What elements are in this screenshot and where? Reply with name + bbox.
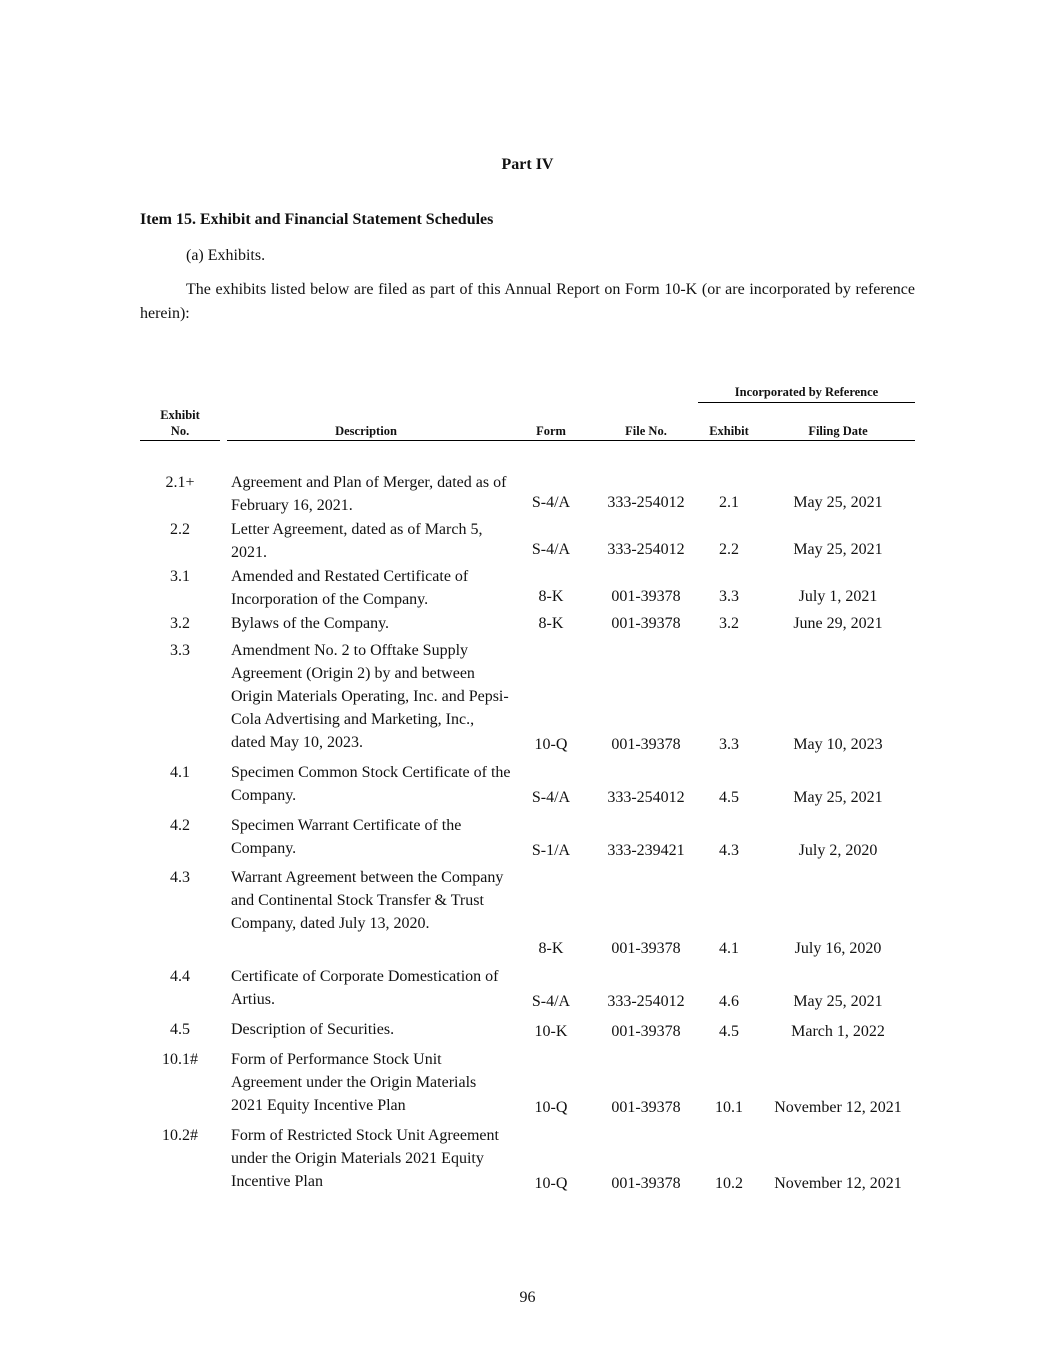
exhibit-filing-date: May 25, 2021 xyxy=(793,494,883,511)
exhibit-form: 10-Q xyxy=(534,1175,568,1192)
exhibit-ref: 2.1 xyxy=(719,494,739,511)
exhibit-number: 3.1 xyxy=(170,568,190,585)
exhibit-number: 10.1# xyxy=(162,1051,198,1068)
exhibit-description: Amendment No. 2 to Offtake Supply Agreement (Origin 2) by and between Origin Materials Operating, Inc. and Pepsi-Cola Advertising and Marketing, Inc., dated May 10, 2023. xyxy=(231,642,509,751)
exhibit-form: 10-Q xyxy=(534,1099,568,1116)
exhibit-ref: 3.2 xyxy=(719,615,739,632)
exhibit-form: S-4/A xyxy=(531,541,571,558)
exhibit-description: Bylaws of the Company. xyxy=(231,615,390,632)
exhibit-filing-date: May 25, 2021 xyxy=(793,993,883,1010)
exhibit-file-no: 001-39378 xyxy=(611,1023,681,1040)
exhibit-description: Description of Securities. xyxy=(231,1021,395,1038)
exhibit-file-no: 001-39378 xyxy=(611,588,681,605)
group-header-rule xyxy=(698,402,915,403)
exhibit-filing-date: November 12, 2021 xyxy=(774,1099,902,1116)
exhibit-ref: 3.3 xyxy=(719,736,739,753)
header-form: Form xyxy=(536,424,566,438)
exhibit-file-no: 333-254012 xyxy=(607,993,685,1010)
exhibit-file-no: 333-254012 xyxy=(607,541,685,558)
exhibit-filing-date: May 25, 2021 xyxy=(793,541,883,558)
item-title: Item 15. Exhibit and Financial Statement Schedules xyxy=(140,211,494,228)
exhibit-form: S-4/A xyxy=(531,494,571,511)
exhibit-description: Specimen Common Stock Certificate of the Company. xyxy=(231,764,511,804)
exhibit-number: 10.2# xyxy=(162,1127,198,1144)
exhibit-filing-date: July 16, 2020 xyxy=(794,940,882,957)
part-title: Part IV xyxy=(501,156,554,173)
page-number: 96 xyxy=(519,1289,536,1306)
exhibit-ref: 4.5 xyxy=(719,1023,739,1040)
header-exhibit-no-line2: No. xyxy=(170,424,190,438)
exhibit-ref: 10.2 xyxy=(715,1175,743,1192)
exhibit-filing-date: May 25, 2021 xyxy=(793,789,883,806)
exhibit-number: 4.5 xyxy=(170,1021,190,1038)
intro-paragraph: The exhibits listed below are filed as part of this Annual Report on Form 10-K (or are incorporated by reference herein): xyxy=(140,281,915,322)
exhibit-form: S-4/A xyxy=(531,993,571,1010)
exhibit-ref: 4.5 xyxy=(719,789,739,806)
header-filing-date: Filing Date xyxy=(808,424,868,438)
exhibit-filing-date: July 1, 2021 xyxy=(798,588,878,605)
exhibit-file-no: 333-254012 xyxy=(607,494,685,511)
exhibit-description: Certificate of Corporate Domestication of Artius. xyxy=(231,968,499,1008)
exhibits-label: (a) Exhibits. xyxy=(186,247,266,264)
exhibit-filing-date: November 12, 2021 xyxy=(774,1175,902,1192)
header-file-no: File No. xyxy=(625,424,667,438)
exhibit-number: 2.1+ xyxy=(165,474,195,491)
exhibit-description: Warrant Agreement between the Company and Continental Stock Transfer & Trust Company, dated July 13, 2020. xyxy=(231,869,504,932)
exhibit-ref: 4.1 xyxy=(719,940,739,957)
exhibit-form: 8-K xyxy=(538,940,564,957)
exhibit-number: 3.3 xyxy=(170,642,190,659)
exhibit-file-no: 001-39378 xyxy=(611,940,681,957)
header-exhibit: Exhibit xyxy=(709,424,749,438)
exhibit-ref: 2.2 xyxy=(719,541,739,558)
exhibit-filing-date: May 10, 2023 xyxy=(793,736,883,753)
exhibit-number: 4.1 xyxy=(170,764,190,781)
exhibit-file-no: 001-39378 xyxy=(611,1099,681,1116)
exhibit-description: Form of Performance Stock Unit Agreement under the Origin Materials 2021 Equity Incentive Plan xyxy=(231,1051,477,1114)
exhibit-form: 8-K xyxy=(538,588,564,605)
exhibit-ref: 4.3 xyxy=(719,842,739,859)
header-description: Description xyxy=(335,424,397,438)
exhibit-description: Form of Restricted Stock Unit Agreement under the Origin Materials 2021 Equity Incentive Plan xyxy=(231,1127,499,1190)
exhibit-description: Letter Agreement, dated as of March 5, 2021. xyxy=(231,521,483,561)
exhibit-number: 4.2 xyxy=(170,817,190,834)
exhibit-description: Specimen Warrant Certificate of the Company. xyxy=(231,817,462,857)
exhibit-file-no: 001-39378 xyxy=(611,1175,681,1192)
exhibit-file-no: 333-239421 xyxy=(607,842,685,859)
exhibit-number: 4.3 xyxy=(170,869,190,886)
exhibit-form: S-1/A xyxy=(531,842,571,859)
exhibit-ref: 10.1 xyxy=(715,1099,743,1116)
exhibit-file-no: 001-39378 xyxy=(611,615,681,632)
exhibit-number: 4.4 xyxy=(170,968,190,985)
header-rule xyxy=(227,440,915,441)
exhibit-form: 10-K xyxy=(534,1023,568,1040)
exhibit-filing-date: July 2, 2020 xyxy=(798,842,878,859)
exhibit-form: S-4/A xyxy=(531,789,571,806)
exhibit-file-no: 001-39378 xyxy=(611,736,681,753)
exhibit-form: 8-K xyxy=(538,615,564,632)
exhibit-number: 3.2 xyxy=(170,615,190,632)
header-rule-exhibit-no xyxy=(140,440,220,441)
exhibit-description: Agreement and Plan of Merger, dated as of February 16, 2021. xyxy=(231,474,507,514)
exhibit-number: 2.2 xyxy=(170,521,190,538)
exhibit-form: 10-Q xyxy=(534,736,568,753)
header-exhibit-no-line1: Exhibit xyxy=(160,408,200,422)
group-header: Incorporated by Reference xyxy=(734,385,879,399)
exhibit-filing-date: March 1, 2022 xyxy=(791,1023,885,1040)
exhibit-ref: 4.6 xyxy=(719,993,739,1010)
exhibit-ref: 3.3 xyxy=(719,588,739,605)
exhibit-file-no: 333-254012 xyxy=(607,789,685,806)
exhibit-filing-date: June 29, 2021 xyxy=(793,615,883,632)
exhibit-description: Amended and Restated Certificate of Incorporation of the Company. xyxy=(231,568,469,608)
